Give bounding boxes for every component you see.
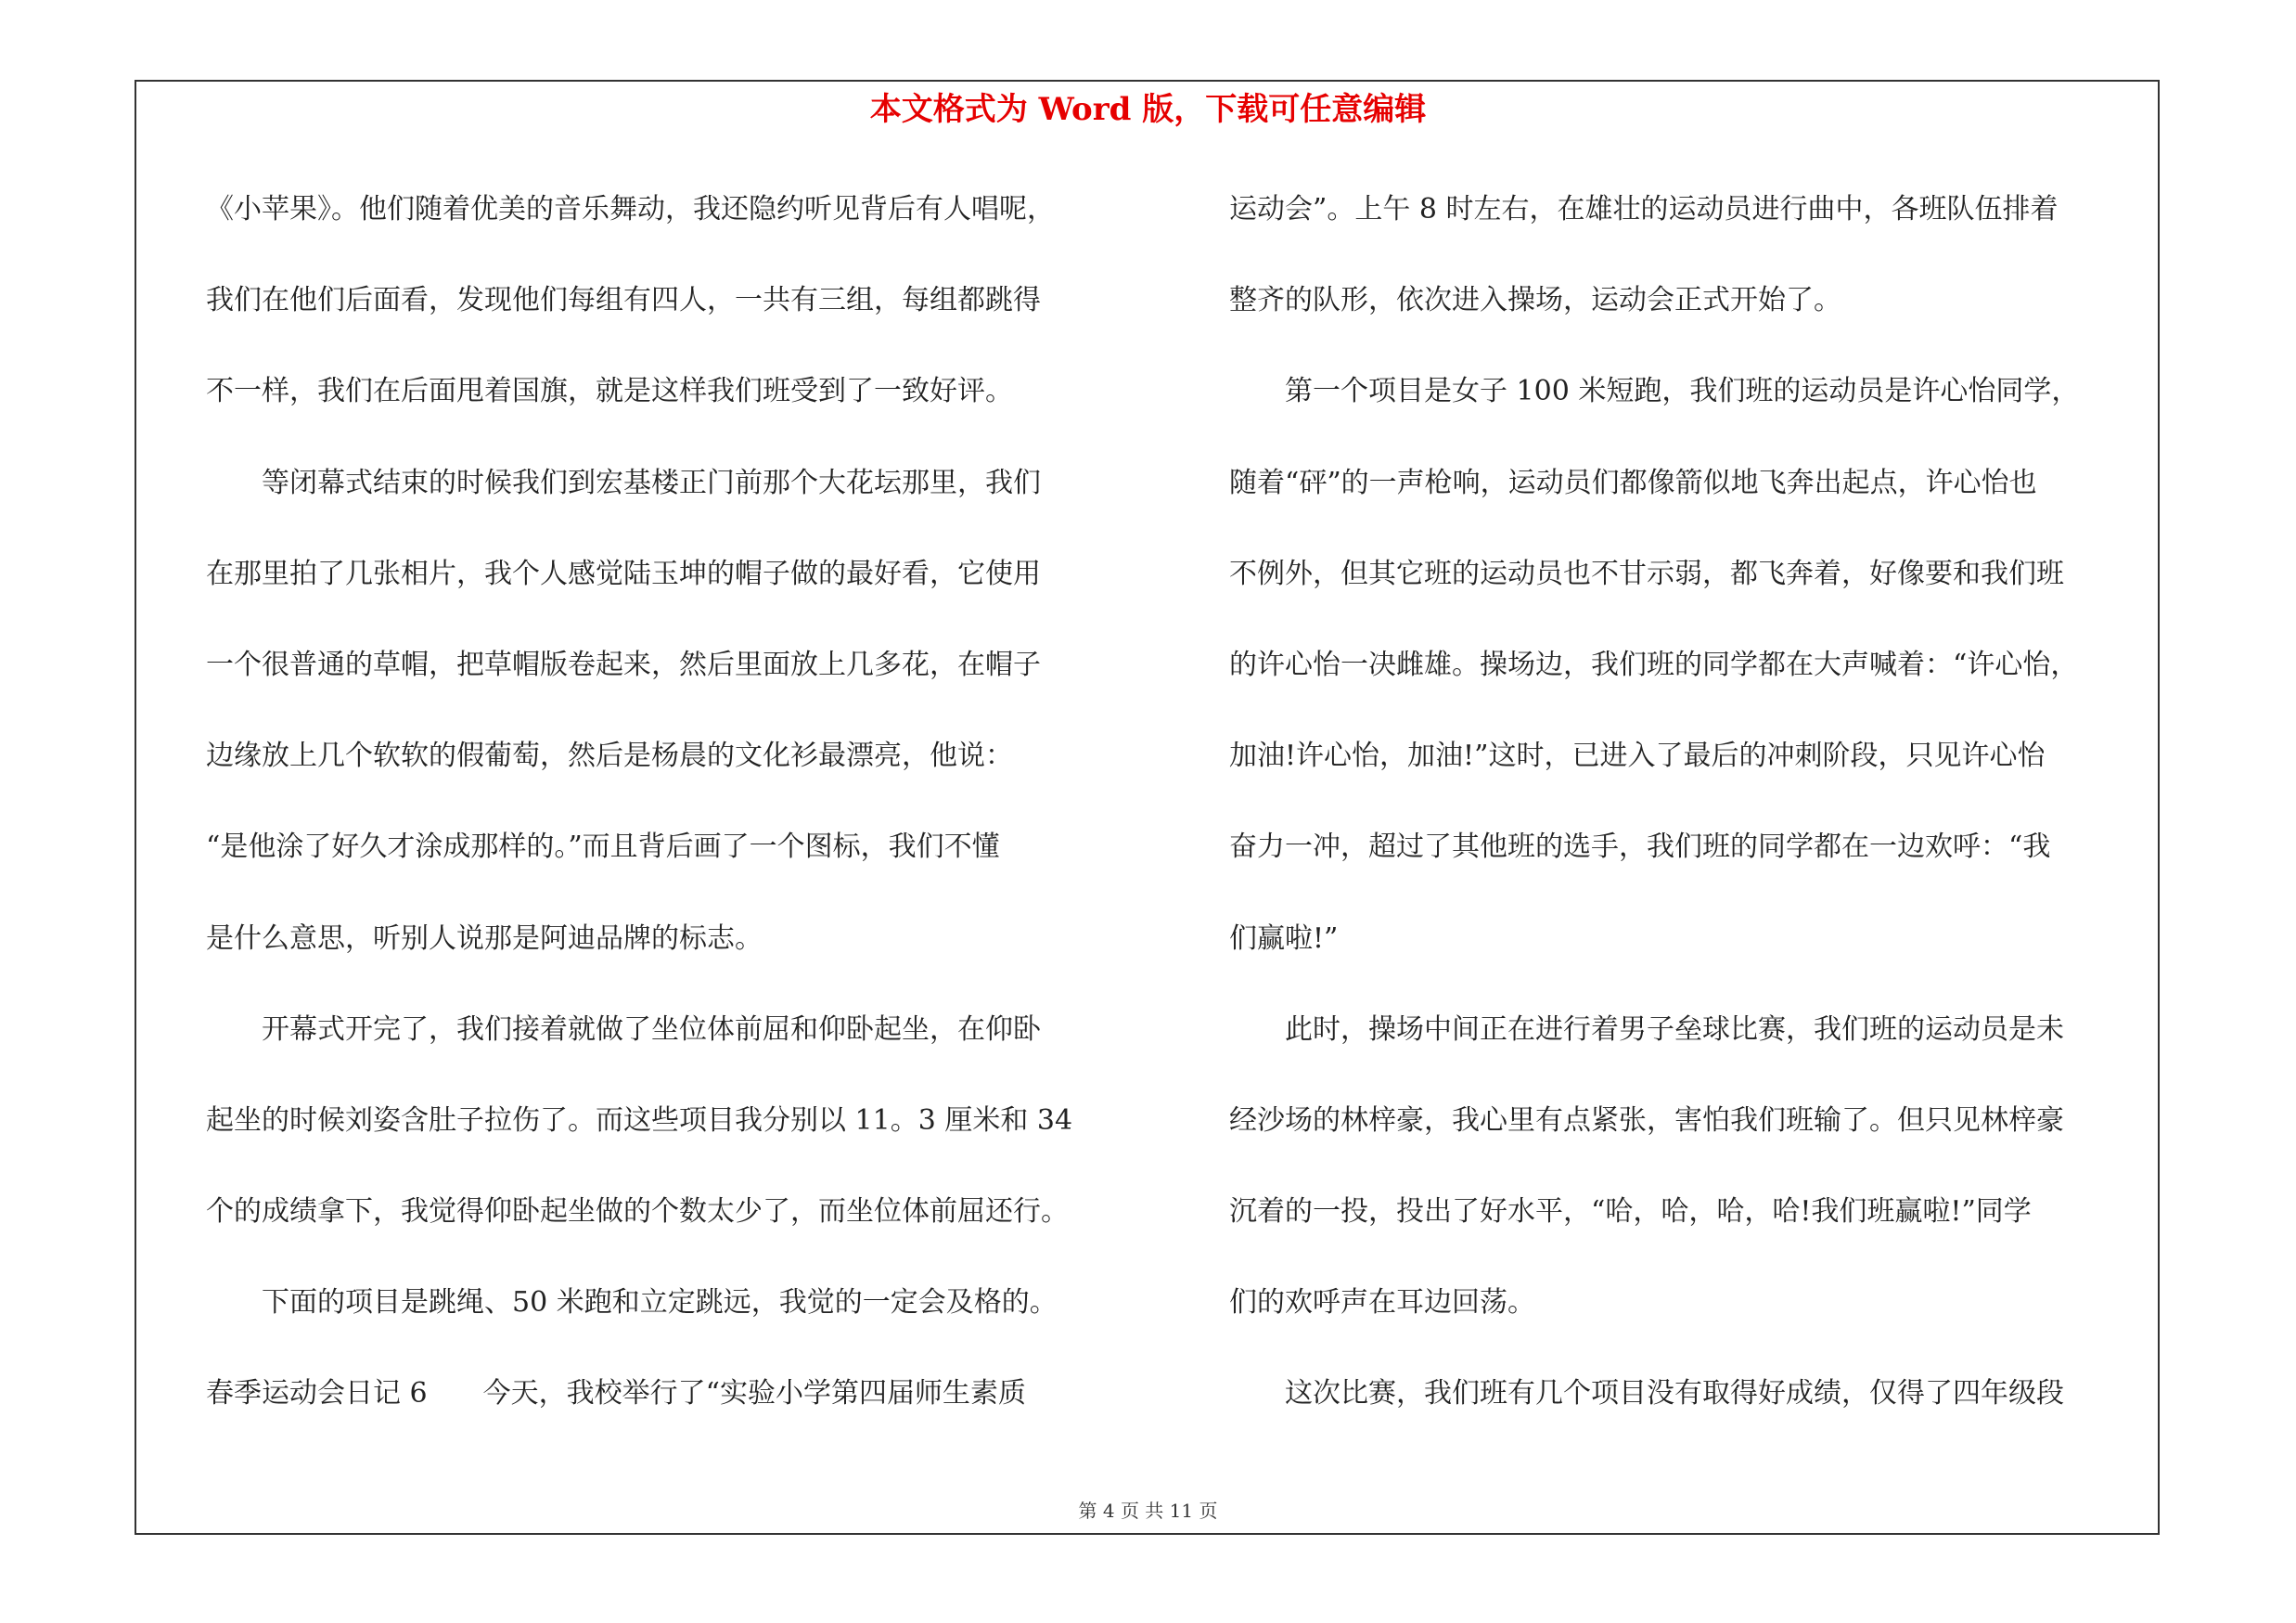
text-line: 我们在他们后面看，发现他们每组有四人，一共有三组，每组都跳得: [206, 284, 1041, 317]
text-line: 起坐的时候刘姿含肚子拉伤了。而这些项目我分别以 11。3 厘米和 34: [206, 1103, 1073, 1137]
text-line: 此时，操场中间正在进行着男子垒球比赛，我们班的运动员是未: [1229, 1012, 2064, 1046]
text-line: 下面的项目是跳绳、50 米跑和立定跳远，我觉的一定会及格的。: [206, 1286, 1058, 1320]
right-text-column: [1229, 182, 2161, 1458]
text-line: 不例外，但其它班的运动员也不甘示弱，都飞奔着，好像要和我们班: [1229, 557, 2064, 590]
text-line: 是什么意思，听别人说那是阿迪品牌的标志。: [206, 921, 763, 955]
text-line: “是他涂了好久才涂成那样的。”而且背后画了一个图标，我们不懂: [206, 831, 1000, 864]
text-line: 《小苹果》。他们随着优美的音乐舞动，我还隐约听见背后有人唱呢，: [206, 193, 1055, 225]
text-line: 开幕式开完了，我们接着就做了坐位体前屈和仰卧起坐，在仰卧: [206, 1012, 1041, 1046]
text-line: 运动会”。上午 8 时左右，在雄壮的运动员进行曲中，各班队伍排着: [1229, 193, 2059, 225]
text-line: 边缘放上几个软软的假葡萄，然后是杨晨的文化衫最漂亮，他说：: [206, 740, 1013, 773]
text-line: 的许心怡一决雌雄。操场边，我们班的同学都在大声喊着：“许心怡，: [1229, 648, 2079, 681]
text-line: 随着“砰”的一声枪响，运动员们都像箭似地飞奔出起点，许心怡也: [1229, 466, 2037, 499]
text-line: 第一个项目是女子 100 米短跑，我们班的运动员是许心怡同学，: [1229, 375, 2080, 408]
text-line: 奋力一冲，超过了其他班的选手，我们班的同学都在一边欢呼：“我: [1229, 831, 2051, 864]
text-line: 们赢啦!”: [1229, 921, 1339, 955]
page-number-footer: 第 4 页 共 11 页: [1078, 1500, 1218, 1522]
text-line: 这次比赛，我们班有几个项目没有取得好成绩，仅得了四年级段: [1229, 1377, 2064, 1410]
text-line: 等闭幕式结束的时候我们到宏基楼正门前那个大花坛那里，我们: [206, 466, 1041, 499]
text-line: 个的成绩拿下，我觉得仰卧起坐做的个数太少了，而坐位体前屈还行。: [206, 1195, 1069, 1229]
left-text-column: [206, 182, 1143, 1458]
text-line: 经沙场的林梓豪，我心里有点紧张，害怕我们班输了。但只见林梓豪: [1229, 1103, 2064, 1137]
text-line: 加油!许心怡，加油!”这时，已进入了最后的冲刺阶段，只见许心怡: [1229, 740, 2046, 773]
word-format-banner: 本文格式为 Word 版，下载可任意编辑: [869, 91, 1427, 128]
text-line: 们的欢呼声在耳边回荡。: [1229, 1286, 1535, 1320]
text-line: 不一样，我们在后面甩着国旗，就是这样我们班受到了一致好评。: [206, 375, 1013, 408]
text-line: 一个很普通的草帽，把草帽版卷起来，然后里面放上几多花，在帽子: [206, 648, 1041, 681]
text-line: 春季运动会日记 6 今天，我校举行了“实验小学第四届师生素质: [206, 1377, 1026, 1410]
text-line: 在那里拍了几张相片，我个人感觉陆玉坤的帽子做的最好看，它使用: [206, 557, 1041, 590]
text-line: 沉着的一投，投出了好水平，“哈，哈，哈，哈!我们班赢啦!”同学: [1229, 1195, 2032, 1229]
text-line: 整齐的队形，依次进入操场，运动会正式开始了。: [1229, 284, 1841, 317]
